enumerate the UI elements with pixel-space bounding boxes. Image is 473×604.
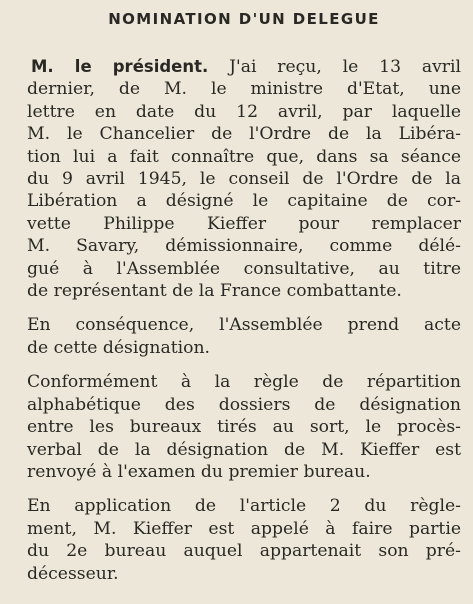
paragraph-1-line-7: Libération a désigné le capitaine de cor- <box>27 191 461 212</box>
paragraph-3-line-2: alphabétique des dossiers de désignation <box>27 394 461 415</box>
paragraph-1 <box>27 56 461 302</box>
paragraph-1-line-6: du 9 avril 1945, le conseil de l'Ordre de la <box>27 169 461 190</box>
paragraph-1-line-11: de représentant de la France combattante. <box>27 281 402 302</box>
paragraph-1-line-1 <box>27 56 461 78</box>
paragraph-3-line-1: Conformément à la règle de répartition <box>27 372 461 393</box>
paragraph-1-line-1-text: J'ai reçu, le 13 avril <box>208 57 461 77</box>
paragraph-1-line-2: dernier, de M. le ministre d'Etat, une <box>27 79 461 100</box>
paragraph-1-line-5: tion lui a fait connaître que, dans sa séance <box>27 146 461 167</box>
paragraph-1-line-10: gué à l'Assemblée consultative, au titre <box>27 258 461 279</box>
paragraph-4-line-1: En application de l'article 2 du règle- <box>27 496 461 517</box>
paragraph-4 <box>27 495 461 585</box>
paragraph-3-line-3: entre les bureaux tirés au sort, le procès- <box>27 417 461 438</box>
paragraph-3-line-5: renvoyé à l'examen du premier bureau. <box>27 461 371 482</box>
paragraph-1-line-3: lettre en date du 12 avril, par laquelle <box>27 101 461 122</box>
paragraph-1-line-4: M. le Chancelier de l'Ordre de la Libéra- <box>27 124 461 145</box>
paragraph-3-line-4: verbal de la désignation de M. Kieffer est <box>27 439 461 460</box>
paragraph-2-line-2: de cette désignation. <box>27 337 210 358</box>
paragraph-4-line-4: décesseur. <box>27 563 119 584</box>
article-title: NOMINATION D'UN DELEGUE <box>108 10 380 28</box>
article-body <box>27 56 461 585</box>
speaker-lead: M. le président. <box>31 57 209 76</box>
paragraph-1-line-8: vette Philippe Kieffer pour remplacer <box>27 213 461 234</box>
paragraph-3 <box>27 371 461 483</box>
paragraph-2-line-1: En conséquence, l'Assemblée prend acte <box>27 315 461 336</box>
paragraph-4-line-2: ment, M. Kieffer est appelé à faire partie <box>27 518 461 539</box>
paragraph-4-line-3: du 2e bureau auquel appartenait son pré- <box>27 541 461 562</box>
paragraph-1-line-9: M. Savary, démissionnaire, comme délé- <box>27 236 461 257</box>
paragraph-2 <box>27 314 461 359</box>
